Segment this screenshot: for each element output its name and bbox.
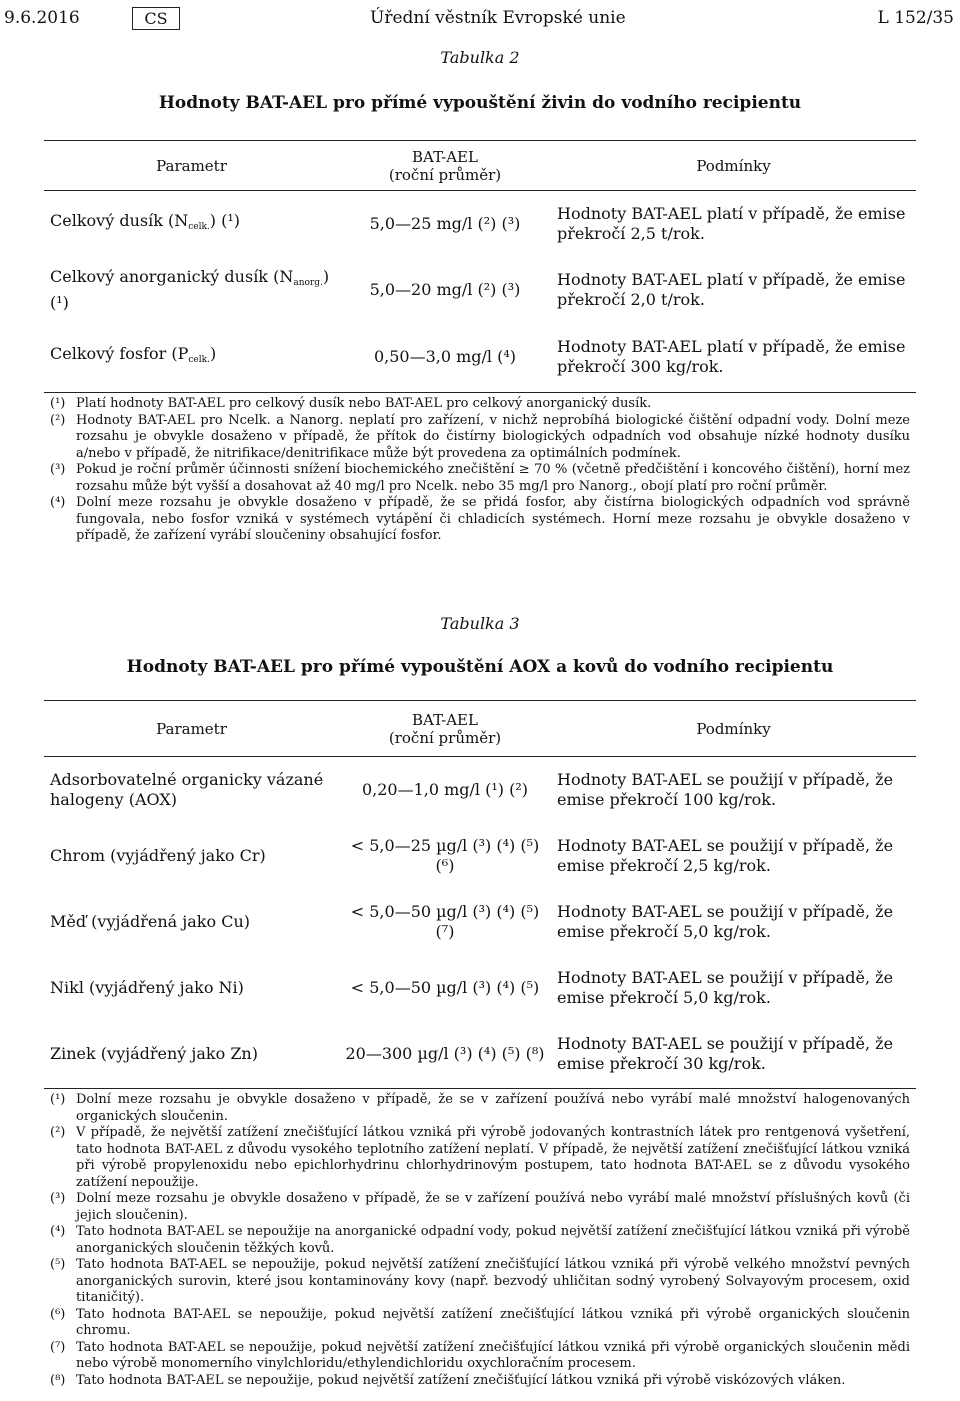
table3-caption: Tabulka 3 bbox=[440, 614, 520, 633]
condition-cell: Hodnoty BAT-AEL se použijí v případě, že emise překročí 2,5 kg/rok. bbox=[557, 835, 894, 875]
table2-footnotes bbox=[50, 396, 910, 545]
table-row bbox=[44, 1021, 916, 1089]
footnote: (³) Dolní meze rozsahu je obvykle dosaženo v případě, že se v zařízení používá nebo vyrábí malé množství příslušných kovů (či jejich sloučenin). bbox=[50, 1191, 910, 1223]
param-cell: Nikl (vyjádřený jako Ni) bbox=[50, 977, 244, 997]
param-cell: Chrom (vyjádřený jako Cr) bbox=[50, 845, 266, 865]
footnote: (⁷) Tato hodnota BAT-AEL se nepoužije, pokud největší zatížení znečišťující látkou vzniká při výrobě organických sloučenin mědi nebo výrobě monomerního vinylchloridu/ethylendichloridu oxychloračním procesem. bbox=[50, 1339, 910, 1371]
page-number: L 152/35 bbox=[877, 8, 954, 28]
table2-header-row bbox=[44, 141, 916, 191]
param-cell: Adsorbovatelné organicky vázané halogeny (AOX) bbox=[50, 769, 324, 809]
col-header-param: Parametr bbox=[44, 141, 339, 191]
language-badge: CS bbox=[132, 7, 180, 30]
journal-title: Úřední věstník Evropské unie bbox=[370, 8, 626, 28]
col-header-param: Parametr bbox=[44, 701, 339, 757]
issue-date: 9.6.2016 bbox=[4, 8, 80, 28]
col-header-bat-line2: (roční průměr) bbox=[388, 165, 502, 184]
condition-cell: Hodnoty BAT-AEL se použijí v případě, že emise překročí 30 kg/rok. bbox=[551, 1021, 916, 1089]
table-row bbox=[44, 257, 916, 323]
condition-cell: Hodnoty BAT-AEL platí v případě, že emise překročí 2,5 t/rok. bbox=[557, 203, 906, 243]
table3-title: Hodnoty BAT-AEL pro přímé vypouštění AOX a kovů do vodního recipientu bbox=[126, 657, 834, 677]
bat-cell: 0,20—1,0 mg/l (¹) (²) bbox=[361, 779, 529, 799]
bat-cell: 20—300 µg/l (³) (⁴) (⁵) (⁸) bbox=[339, 1021, 551, 1089]
footnote: (⁵) Tato hodnota BAT-AEL se nepoužije, pokud největší zatížení znečišťující látkou vzniká při výrobě velkého množství pevných anorganických surovin, které jsou kontaminovány kovy (např. bezvodý uhličitan sodný vyrobený Solvayovým procesem, oxid titaničitý). bbox=[50, 1257, 910, 1305]
bat-cell: < 5,0—25 µg/l (³) (⁴) (⁵) (⁶) bbox=[350, 835, 540, 875]
table2-title: Hodnoty BAT-AEL pro přímé vypouštění živin do vodního recipientu bbox=[158, 93, 802, 113]
col-header-bat bbox=[339, 701, 551, 757]
condition-cell: Hodnoty BAT-AEL se použijí v případě, že emise překročí 5,0 kg/rok. bbox=[557, 901, 894, 941]
col-header-conditions: Podmínky bbox=[551, 141, 916, 191]
footnote: (⁴) Tato hodnota BAT-AEL se nepoužije na anorganické odpadní vody, pokud největší zatížení znečišťující látkou vzniká při výrobě anorganických sloučenin těžkých kovů. bbox=[50, 1224, 910, 1256]
table2-caption: Tabulka 2 bbox=[440, 48, 520, 67]
table2 bbox=[44, 140, 916, 393]
footnote: (⁸) Tato hodnota BAT-AEL se nepoužije, pokud největší zatížení znečišťující látkou vzniká při výrobě viskózových vláken. bbox=[50, 1372, 846, 1388]
footnote: (²) V případě, že největší zatížení znečišťující látkou vzniká při výrobě jodovaných kontrastních látek pro rentgenová vyšetření, tato hodnota BAT-AEL z důvodu vysokého teplotního zatížení neplatí. V případě, že největší zatížení znečišťující látkou vzniká při výrobě propylenoxidu nebo epichlorhydrinu chlorhydrinovým postupem, tato hodnota BAT-AEL se z důvodu vysokého zatížení nepoužije. bbox=[50, 1125, 910, 1190]
table-row bbox=[44, 955, 916, 1021]
bat-cell: 0,50—3,0 mg/l (⁴) bbox=[339, 323, 551, 393]
table-row bbox=[44, 889, 916, 955]
table-row bbox=[44, 757, 916, 823]
bat-cell: 5,0—25 mg/l (²) (³) bbox=[369, 213, 521, 233]
footnote: (³) Pokud je roční průměr účinnosti snížení biochemického znečištění ≥ 70 % (včetně předčištění i koncového čištění), horní mez rozsahu může být vyšší a dosahovat až 40 mg/l pro Ncelk. nebo 35 mg/l pro Nanorg., obojí platí pro roční průměr. bbox=[50, 462, 910, 494]
condition-cell: Hodnoty BAT-AEL platí v případě, že emise překročí 2,0 t/rok. bbox=[557, 269, 906, 309]
condition-cell: Hodnoty BAT-AEL se použijí v případě, že emise překročí 5,0 kg/rok. bbox=[557, 967, 894, 1007]
table-row bbox=[44, 823, 916, 889]
footnote: (⁶) Tato hodnota BAT-AEL se nepoužije, pokud největší zatížení znečišťující látkou vzniká při výrobě organických sloučenin chromu. bbox=[50, 1306, 910, 1338]
footnote: (⁴) Dolní meze rozsahu je obvykle dosaženo v případě, že se přidá fosfor, aby čistírna biologických odpadních vod správně fungovala, nebo fosfor vzniká v systémech vytápění či chladicích systémech. Horní meze rozsahu je obvykle dosaženo v případě, že zařízení vyrábí sloučeniny obsahující fosfor. bbox=[50, 495, 910, 543]
param-cell: Celkový anorganický dusík $(N_{anorg.})$ (¹) bbox=[50, 266, 330, 312]
table-row bbox=[44, 323, 916, 393]
condition-cell: Hodnoty BAT-AEL se použijí v případě, že emise překročí 100 kg/rok. bbox=[557, 769, 894, 809]
col-header-conditions: Podmínky bbox=[551, 701, 916, 757]
param-cell: Měď (vyjádřená jako Cu) bbox=[50, 911, 250, 931]
condition-cell: Hodnoty BAT-AEL platí v případě, že emise překročí 300 kg/rok. bbox=[551, 323, 916, 393]
table3-footnotes bbox=[50, 1092, 910, 1389]
footnote: (¹) Platí hodnoty BAT-AEL pro celkový dusík nebo BAT-AEL pro celkový anorganický dusík. bbox=[50, 396, 652, 411]
param-cell: Celkový dusík $(N_{celk.})$ (¹) bbox=[50, 210, 241, 232]
footnote: (²) Hodnoty BAT-AEL pro Ncelk. a Nanorg. neplatí pro zařízení, v nichž neprobíhá biologické čištění odpadní vody. Dolní meze rozsahu je obvykle dosaženo v případě, že přítok do čistírny biologických odpadních vod obsahuje nízké hodnoty dusíku a/nebo v případě, že nitrifikace/denitrifikace může být provedena za optimálních podmínek. bbox=[50, 412, 910, 461]
bat-cell: 5,0—20 mg/l (²) (³) bbox=[369, 279, 521, 299]
bat-cell: < 5,0—50 µg/l (³) (⁴) (⁵) bbox=[350, 977, 540, 997]
footnote: (¹) Dolní meze rozsahu je obvykle dosaženo v případě, že se v zařízení používá nebo vyrábí malé množství halogenovaných organických sloučenin. bbox=[50, 1092, 910, 1124]
col-header-bat-line1: BAT-AEL bbox=[412, 710, 478, 729]
param-cell: Zinek (vyjádřený jako Zn) bbox=[44, 1021, 339, 1089]
col-header-bat bbox=[339, 141, 551, 191]
table3-header-row bbox=[44, 701, 916, 757]
page-header bbox=[0, 4, 960, 34]
param-cell: Celkový fosfor $(P_{celk.})$ bbox=[44, 323, 339, 393]
bat-cell: < 5,0—50 µg/l (³) (⁴) (⁵) (⁷) bbox=[350, 901, 540, 941]
table-row bbox=[44, 191, 916, 257]
table3 bbox=[44, 700, 916, 1089]
col-header-bat-line1: BAT-AEL bbox=[412, 147, 478, 166]
col-header-bat-line2: (roční průměr) bbox=[388, 728, 502, 747]
